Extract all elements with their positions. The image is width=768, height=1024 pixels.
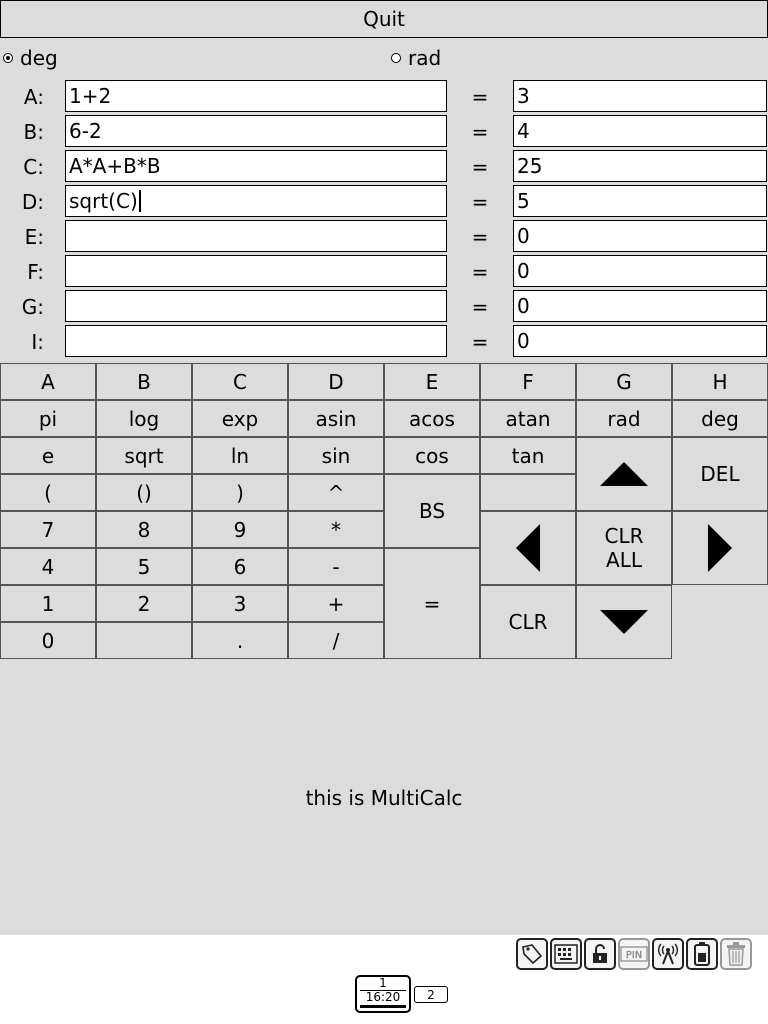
rad-radio-indicator [391,53,401,63]
equals-sign: = [471,330,489,354]
key-4[interactable]: 4 [0,548,96,585]
result-field: 4 [513,115,767,147]
row-c [0,150,768,184]
key-equals[interactable]: = [384,548,480,659]
key-plus[interactable]: + [288,585,384,622]
key-tan[interactable]: tan [480,437,576,474]
wireless-icon[interactable] [652,938,684,970]
clr-all-button[interactable] [576,511,672,585]
key-e-const[interactable]: e [0,437,96,474]
result-field: 3 [513,80,767,112]
row-a [0,80,768,114]
task-button[interactable]: 2 [414,986,448,1003]
trash-icon[interactable] [720,938,752,970]
deg-radio-label: deg [20,46,58,70]
key-power[interactable]: ^ [288,474,384,511]
key-7[interactable]: 7 [0,511,96,548]
key-6[interactable]: 6 [192,548,288,585]
equals-sign: = [471,295,489,319]
key-del[interactable]: DEL [672,437,768,511]
clock-time: 16:20 [365,990,401,1004]
expression-text: sqrt(C) [69,189,138,213]
key-atan[interactable]: atan [480,400,576,437]
row-label: E: [24,225,44,249]
rad-radio[interactable] [391,46,441,70]
key-divide[interactable]: / [288,622,384,659]
row-b [0,115,768,149]
row-label: C: [23,155,44,179]
clr-all-label-line1: CLR [604,524,644,548]
status-message: this is MultiCalc [305,786,463,810]
expression-input[interactable] [65,325,447,357]
svg-text:PIN: PIN [625,950,643,961]
equals-sign: = [471,155,489,179]
key-acos[interactable]: acos [384,400,480,437]
key-open-paren[interactable]: ( [0,474,96,511]
key-g[interactable]: G [576,363,672,400]
quit-button[interactable]: Quit [0,0,768,38]
result-field: 0 [513,290,767,322]
key-deg[interactable]: deg [672,400,768,437]
row-label: I: [31,330,44,354]
row-d [0,185,768,219]
key-bs[interactable]: BS [384,474,480,548]
expression-input[interactable]: 6-2 [65,115,447,147]
key-multiply[interactable]: * [288,511,384,548]
clr-all-label-line2: ALL [606,548,642,572]
key-sin[interactable]: sin [288,437,384,474]
result-field: 25 [513,150,767,182]
row-label: F: [27,260,44,284]
key-2[interactable]: 2 [96,585,192,622]
key-pi[interactable]: pi [0,400,96,437]
key-ln[interactable]: ln [192,437,288,474]
equals-sign: = [471,120,489,144]
text-caret [139,190,141,212]
system-tray [516,938,752,972]
result-field: 0 [513,255,767,287]
arrow-up-button[interactable] [576,437,672,511]
arrow-left-button[interactable] [480,511,576,585]
row-f [0,255,768,289]
key-rad[interactable]: rad [576,400,672,437]
equals-sign: = [471,260,489,284]
equals-sign: = [471,85,489,109]
key-parens[interactable]: () [96,474,192,511]
row-i [0,325,768,359]
key-asin[interactable]: asin [288,400,384,437]
row-g [0,290,768,324]
row-label: D: [21,190,44,214]
keyboard-icon[interactable] [550,938,582,970]
result-field: 0 [513,325,767,357]
equals-sign: = [471,190,489,214]
arrow-down-icon [600,610,648,634]
key-e[interactable]: E [384,363,480,400]
key-cos[interactable]: cos [384,437,480,474]
task-number: 1 [379,976,387,990]
key-3[interactable]: 3 [192,585,288,622]
expression-input[interactable] [65,290,447,322]
expression-input-focused[interactable] [65,185,447,217]
arrow-right-button[interactable] [672,511,768,585]
unlock-icon[interactable] [584,938,616,970]
key-exp[interactable]: exp [192,400,288,437]
key-a[interactable]: A [0,363,96,400]
key-1[interactable]: 1 [0,585,96,622]
arrow-right-icon [708,524,732,572]
arrow-up-icon [600,462,648,486]
row-label: G: [21,295,44,319]
key-dot[interactable]: . [192,622,288,659]
expression-input[interactable] [65,220,447,252]
key-empty[interactable] [96,622,192,659]
rad-radio-label: rad [408,46,442,70]
task-button-active[interactable] [355,975,411,1013]
battery-icon[interactable] [686,938,718,970]
pin-icon[interactable] [618,938,650,970]
key-minus[interactable]: - [288,548,384,585]
key-5[interactable]: 5 [96,548,192,585]
key-blank [480,474,576,511]
key-h[interactable]: H [672,363,768,400]
key-f[interactable]: F [480,363,576,400]
equals-sign: = [471,225,489,249]
key-c[interactable]: C [192,363,288,400]
key-close-paren[interactable]: ) [192,474,288,511]
key-9[interactable]: 9 [192,511,288,548]
result-field: 0 [513,220,767,252]
arrow-left-icon [516,524,540,572]
result-field: 5 [513,185,767,217]
key-d[interactable]: D [288,363,384,400]
key-b[interactable]: B [96,363,192,400]
expression-input[interactable]: 1+2 [65,80,447,112]
key-8[interactable]: 8 [96,511,192,548]
key-0[interactable]: 0 [0,622,96,659]
key-clr[interactable]: CLR [480,585,576,659]
active-task-indicator [360,1005,406,1008]
row-label: B: [23,120,44,144]
row-label: A: [23,85,44,109]
expression-input[interactable]: A*A+B*B [65,150,447,182]
tag-icon[interactable] [516,938,548,970]
key-sqrt[interactable]: sqrt [96,437,192,474]
row-e [0,220,768,254]
arrow-down-button[interactable] [576,585,672,659]
deg-radio[interactable] [3,46,58,70]
deg-radio-indicator [3,53,13,63]
key-log[interactable]: log [96,400,192,437]
expression-input[interactable] [65,255,447,287]
